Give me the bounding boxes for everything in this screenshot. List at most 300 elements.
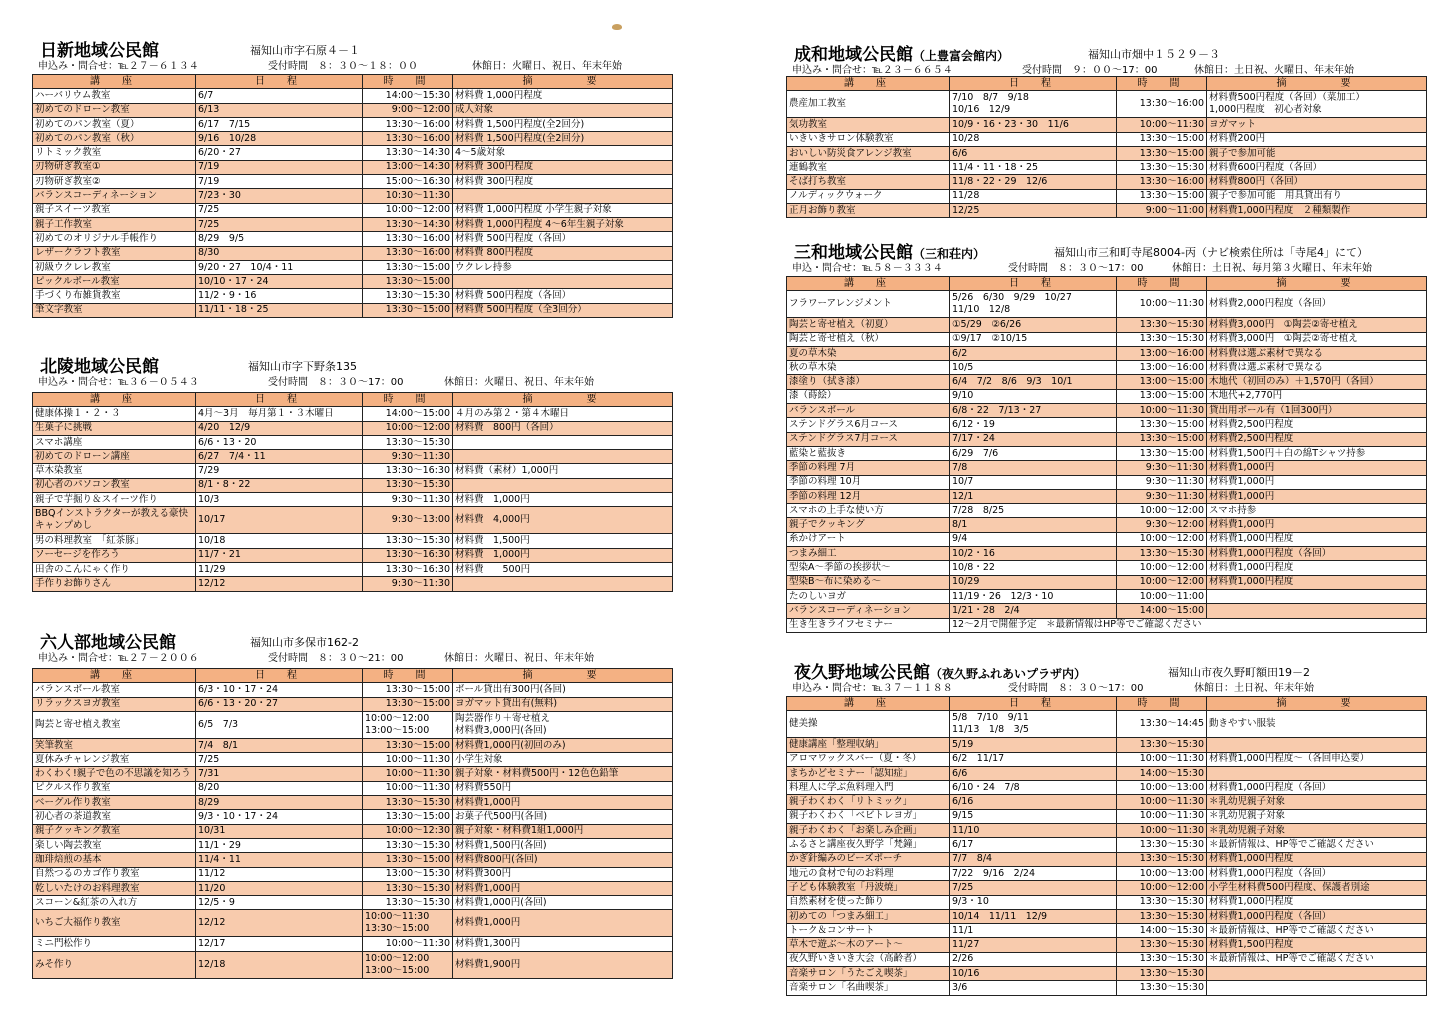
table-cell <box>453 577 673 591</box>
table-cell: 材料費1,000円(各回) <box>453 896 673 910</box>
table-cell: ソーセージを作ろう <box>33 548 196 562</box>
table-cell: 材料費1,000円程度 <box>1207 895 1427 909</box>
table-cell: ステンドグラス6月コース <box>787 418 950 432</box>
table-row <box>787 346 1427 360</box>
table-cell: 13:30～15:30 <box>1117 967 1207 981</box>
table-cell: スマホ講座 <box>33 435 196 449</box>
table-row <box>787 518 1427 532</box>
table-cell: 10/5 <box>950 361 1117 375</box>
column-header: 摘 要 <box>1207 697 1427 711</box>
table-cell: リラックスヨガ教室 <box>33 697 196 711</box>
table-cell: 材料費1,000円 <box>1207 489 1427 503</box>
table-cell: 13:30～15:30 <box>363 435 453 449</box>
table-cell: 7/19 <box>196 160 363 174</box>
table-cell: 14:00～15:30 <box>1117 766 1207 780</box>
reception-hours: 受付時間 ９：００～17：00 <box>1022 65 1158 76</box>
table-cell: 9:00～11:00 <box>1117 204 1207 218</box>
table-cell: 親子で芋掘り＆スイーツ作り <box>33 493 196 507</box>
table-cell: 13:30～14:45 <box>1117 711 1207 738</box>
table-cell: 材料費 300円程度 <box>453 175 673 189</box>
table-cell: 8/1・8・22 <box>196 478 363 492</box>
table-cell: 13:30～15:30 <box>1117 318 1207 332</box>
table-header <box>787 277 1427 291</box>
table-cell: 材料費 4,000円 <box>453 507 673 534</box>
table-cell: 筆文字教室 <box>33 303 196 317</box>
table-cell: ＊乳幼児親子対象 <box>1207 809 1427 823</box>
table-cell: 10/28 <box>950 132 1117 146</box>
table-row <box>787 895 1427 909</box>
course-table <box>32 392 673 592</box>
contact-tel: 申込み・問合せ：℡２７－６１３４ <box>38 61 199 72</box>
table-cell: 4～5歳対象 <box>453 146 673 160</box>
table-row <box>787 189 1427 203</box>
table-row <box>33 867 673 881</box>
table-cell: 9:00～12:00 <box>363 103 453 117</box>
table-cell: 7/8 <box>950 461 1117 475</box>
table-cell: 初めてのオリジナル手帳作り <box>33 232 196 246</box>
table-cell: 10/14 11/11 12/9 <box>950 909 1117 923</box>
table-cell: 13:30～15:30 <box>1117 738 1207 752</box>
table-cell: ＊最新情報は、HP等でご確認ください <box>1207 924 1427 938</box>
table-cell: いきいきサロン体験教室 <box>787 132 950 146</box>
table-cell: 親子で参加可能 <box>1207 146 1427 160</box>
table-row <box>787 781 1427 795</box>
table-cell: 自然つるのカゴ作り教室 <box>33 867 196 881</box>
table-cell: 季節の料理 12月 <box>787 489 950 503</box>
column-header: 日 程 <box>950 277 1117 291</box>
table-cell: 10/10・17・24 <box>196 275 363 289</box>
table-cell: 親子工作教室 <box>33 217 196 231</box>
section-title: 日新地域公民館 <box>40 41 159 61</box>
table-row <box>33 450 673 464</box>
table-row <box>33 810 673 824</box>
closed-days: 休館日：土日祝、年末年始 <box>1194 683 1314 694</box>
table-row <box>787 909 1427 923</box>
table-cell: ①5/29 ②6/26 <box>950 318 1117 332</box>
closed-days: 休館日：土日祝、毎月第３火曜日、年末年始 <box>1172 263 1372 274</box>
table-cell: アロマワックスバー（夏・冬） <box>787 752 950 766</box>
reception-hours: 受付時間 ８：３０～１８：００ <box>268 61 418 72</box>
table-cell: 材料費 500円程度（各回） <box>453 232 673 246</box>
table-row <box>787 361 1427 375</box>
table-cell: 9/10 <box>950 389 1117 403</box>
table-cell: 9:30～13:00 <box>363 507 453 534</box>
table-row <box>787 161 1427 175</box>
table-cell: 10:00～11:30 <box>363 937 453 951</box>
table-row <box>787 766 1427 780</box>
table-cell: 11/8・22・29 12/6 <box>950 175 1117 189</box>
table-cell: 9:30～11:30 <box>363 493 453 507</box>
section-address: 福知山市字下野条135 <box>248 360 357 373</box>
table-row <box>33 507 673 534</box>
table-row <box>787 809 1427 823</box>
table-cell: 材料費1,000円 <box>1207 461 1427 475</box>
column-header: 時 間 <box>1117 77 1207 91</box>
table-cell: 親子クッキング教室 <box>33 824 196 838</box>
table-row <box>33 275 673 289</box>
reception-hours: 受付時間 ８：３０～17：00 <box>1008 683 1144 694</box>
table-cell: 13:30～15:00 <box>363 275 453 289</box>
table-cell: 親子わくわく「ベビトレヨガ」 <box>787 809 950 823</box>
table-row <box>33 435 673 449</box>
table-cell: 13:30～16:30 <box>363 562 453 576</box>
table-cell: 小学生対象 <box>453 753 673 767</box>
table-row <box>33 753 673 767</box>
table-cell: 乾しいたけのお料理教室 <box>33 881 196 895</box>
table-cell: 男の料理教室 「紅茶豚」 <box>33 534 196 548</box>
table-cell: 材料費 800円程度 <box>453 246 673 260</box>
section-title: 成和地域公民館（上豊富会館内） <box>794 45 1010 65</box>
table-cell: 材料費500円程度（各回）（菜加工） 1,000円程度 初心者対象 <box>1207 91 1427 118</box>
decorative-mark <box>612 24 622 30</box>
table-cell <box>1207 738 1427 752</box>
table-cell: 10:00～13:00 <box>1117 866 1207 880</box>
table-cell: 刃物研ぎ教室② <box>33 175 196 189</box>
table-cell <box>453 189 673 203</box>
table-cell: 6/2 11/17 <box>950 752 1117 766</box>
section-address: 福知山市字石原４－１ <box>250 44 360 57</box>
table-cell: 8/29 9/5 <box>196 232 363 246</box>
table-cell: 9/3・10 <box>950 895 1117 909</box>
table-cell: 初めてのパン教室（秋） <box>33 132 196 146</box>
reception-hours: 受付時間 ８：３０～17：00 <box>268 377 404 388</box>
table-row <box>33 881 673 895</box>
table-cell: 10:00～11:30 <box>1117 824 1207 838</box>
table-cell: 材料費は選ぶ素材で異なる <box>1207 346 1427 360</box>
table-cell: 10/18 <box>196 534 363 548</box>
table-cell: 12/12 <box>196 910 363 937</box>
section-title: 六人部地域公民館 <box>40 633 176 653</box>
table-cell: 木地代+2,770円 <box>1207 389 1427 403</box>
table-cell: ステンドグラス7月コース <box>787 432 950 446</box>
table-cell: 13:30～16:00 <box>363 232 453 246</box>
table-row <box>33 493 673 507</box>
table-header <box>787 697 1427 711</box>
table-cell: 13:30～15:00 <box>363 853 453 867</box>
table-cell: 10:00～12:00 <box>1117 504 1207 518</box>
table-cell <box>1207 981 1427 995</box>
table-cell: 材料費1,000円程度 <box>1207 561 1427 575</box>
table-cell: いちご大福作り教室 <box>33 910 196 937</box>
table-cell: 11/29 <box>196 562 363 576</box>
column-header: 摘 要 <box>1207 277 1427 291</box>
table-cell: 13:30～15:00 <box>1117 418 1207 432</box>
table-cell: 7/25 <box>196 217 363 231</box>
table-cell: 正月お飾り教室 <box>787 204 950 218</box>
table-cell: 材料費 1,500円 <box>453 534 673 548</box>
table-cell: 11/20 <box>196 881 363 895</box>
table-cell: 材料費200円 <box>1207 132 1427 146</box>
table-cell: ヨガマット <box>1207 118 1427 132</box>
table-cell: 14:00～15:30 <box>363 89 453 103</box>
table-cell: 材料費600円程度（各回） <box>1207 161 1427 175</box>
table-cell: 13:30～15:30 <box>363 534 453 548</box>
table-cell: 13:30～15:30 <box>1117 547 1207 561</box>
table-cell: 材料費1,500円程度 <box>1207 938 1427 952</box>
column-header: 摘 要 <box>453 75 673 89</box>
table-cell: 生菓子に挑戦 <box>33 421 196 435</box>
table-cell: 6/3・10・17・24 <box>196 683 363 697</box>
table-cell: 材料費1,500円(各回) <box>453 838 673 852</box>
table-cell: 親子でクッキング <box>787 518 950 532</box>
table-cell <box>1207 604 1427 618</box>
table-cell: 6/20・27 <box>196 146 363 160</box>
table-cell: 13:30～15:30 <box>363 838 453 852</box>
table-cell: 11/10 <box>950 824 1117 838</box>
table-cell: 7/22 9/16 2/24 <box>950 866 1117 880</box>
table-cell: 動きやすい服装 <box>1207 711 1427 738</box>
closed-days: 休館日：火曜日、祝日、年末年始 <box>444 653 594 664</box>
table-cell: 10:00～12:00 <box>363 203 453 217</box>
table-row <box>787 446 1427 460</box>
table-row <box>33 738 673 752</box>
table-cell: 6/29 7/6 <box>950 446 1117 460</box>
column-header: 時 間 <box>363 75 453 89</box>
table-cell: 材料費1,300円 <box>453 937 673 951</box>
table-cell: バランスコーディネーション <box>33 189 196 203</box>
table-cell: 10:00～11:30 <box>363 781 453 795</box>
table-cell: 材料費 1,000円程度 <box>453 89 673 103</box>
table-row <box>787 132 1427 146</box>
table-cell: 6/16 <box>950 795 1117 809</box>
table-row <box>787 204 1427 218</box>
table-cell: 3/6 <box>950 981 1117 995</box>
table-cell: フラワーアレンジメント <box>787 291 950 318</box>
section-title: 北陵地域公民館 <box>40 357 159 377</box>
table-cell: 材料費 1,000円程度 小学生親子対象 <box>453 203 673 217</box>
table-cell: おいしい防災食アレンジ教室 <box>787 146 950 160</box>
table-cell: 11/1・29 <box>196 838 363 852</box>
table-cell: ミニ門松作り <box>33 937 196 951</box>
table-cell: 13:30～16:00 <box>363 117 453 131</box>
table-cell: みそ作り <box>33 951 196 978</box>
table-row <box>33 189 673 203</box>
table-cell: 材料費1,000円程度 <box>1207 532 1427 546</box>
table-row <box>787 418 1427 432</box>
table-row <box>787 432 1427 446</box>
table-cell: 6/6 <box>950 146 1117 160</box>
table-cell: お菓子代500円(各回) <box>453 810 673 824</box>
table-row <box>787 866 1427 880</box>
table-cell: 季節の料理 10月 <box>787 475 950 489</box>
table-cell: 13:30～15:00 <box>363 738 453 752</box>
table-cell: 木地代（初回のみ）＋1,570円（各回） <box>1207 375 1427 389</box>
table-cell: 10:00～12:00 <box>1117 561 1207 575</box>
table-cell: 親子対象・材料費500円・12色色鉛筆 <box>453 767 673 781</box>
table-cell: 9:30～11:30 <box>363 577 453 591</box>
table-cell: 材料費3,000円 ①陶芸②寄せ植え <box>1207 318 1427 332</box>
contact-tel: 申込み・問合せ：℡３７－１１８８ <box>792 683 953 694</box>
table-cell: 13:00～15:00 <box>1117 375 1207 389</box>
section-title: 夜久野地域公民館（夜久野ふれあいプラザ内） <box>794 663 1087 683</box>
table-cell: 10:00～13:00 <box>1117 781 1207 795</box>
table-row <box>787 318 1427 332</box>
table-row <box>33 464 673 478</box>
table-cell: 12/5・9 <box>196 896 363 910</box>
table-cell: 13:30～16:00 <box>1117 175 1207 189</box>
table-cell: 11/27 <box>950 938 1117 952</box>
closed-days: 休館日：火曜日、祝日、年末年始 <box>472 61 622 72</box>
table-cell: 2/26 <box>950 952 1117 966</box>
column-header: 時 間 <box>1117 697 1207 711</box>
course-table <box>32 74 673 318</box>
course-table <box>786 76 1427 218</box>
table-cell: 材料費1,000円 <box>453 796 673 810</box>
table-cell: 11/1 <box>950 924 1117 938</box>
table-cell: 刃物研ぎ教室① <box>33 160 196 174</box>
table-cell: 13:30～15:00 <box>1117 132 1207 146</box>
table-cell: 6/7 <box>196 89 363 103</box>
table-cell: 8/29 <box>196 796 363 810</box>
table-row <box>33 289 673 303</box>
table-cell: 13:30～15:00 <box>1117 189 1207 203</box>
table-cell: ＊乳幼児親子対象 <box>1207 795 1427 809</box>
reception-hours: 受付時間 ８：３０～17：00 <box>1008 263 1144 274</box>
table-cell <box>1207 589 1427 603</box>
table-cell: 6/13 <box>196 103 363 117</box>
table-row <box>787 967 1427 981</box>
table-cell: 材料費 1,000円程度 4～6年生親子対象 <box>453 217 673 231</box>
section-address: 福知山市畑中１５２９－３ <box>1088 48 1220 61</box>
table-cell: 田舎のこんにゃく作り <box>33 562 196 576</box>
table-cell: ウクレレ持参 <box>453 260 673 274</box>
table-cell: 6/6・13・20・27 <box>196 697 363 711</box>
table-cell: 材料費1,000円程度 <box>1207 852 1427 866</box>
table-cell: 貸出用ボール有（1回300円） <box>1207 404 1427 418</box>
course-table <box>786 276 1427 633</box>
table-cell: 陶芸と寄せ植え（初夏） <box>787 318 950 332</box>
table-row <box>33 89 673 103</box>
table-row <box>787 924 1427 938</box>
table-cell: 7/17・24 <box>950 432 1117 446</box>
table-row <box>787 404 1427 418</box>
table-cell: 10:00～12:00 13:00～15:00 <box>363 951 453 978</box>
table-cell: 材料費 1,500円程度(全2回分) <box>453 117 673 131</box>
table-cell: 草木で遊ぶ～木のアート～ <box>787 938 950 952</box>
table-cell: 材料費 500円程度（各回） <box>453 289 673 303</box>
table-cell: 11/12 <box>196 867 363 881</box>
table-cell: ボール貸出有300円(各回) <box>453 683 673 697</box>
column-header: 講 座 <box>787 77 950 91</box>
table-cell: 材料費1,000円 <box>1207 518 1427 532</box>
table-cell: 6/8・22 7/13・27 <box>950 404 1117 418</box>
table-cell: 初めてのパン教室（夏） <box>33 117 196 131</box>
table-cell: 材料費は選ぶ素材で異なる <box>1207 361 1427 375</box>
table-cell: 材料費2,000円程度（各回） <box>1207 291 1427 318</box>
table-cell: 13:30～15:30 <box>1117 938 1207 952</box>
contact-tel: 申込み・問合せ：℡２７－２００６ <box>38 653 199 664</box>
table-cell: 4/20 12/9 <box>196 421 363 435</box>
table-row <box>787 461 1427 475</box>
table-cell: 材料費 1,000円 <box>453 493 673 507</box>
table-cell: 夏の草木染 <box>787 346 950 360</box>
table-cell: ヨガマット貸出有(無料) <box>453 697 673 711</box>
table-cell: 13:00～15:00 <box>1117 389 1207 403</box>
table-cell: 漆塗り（拭き漆） <box>787 375 950 389</box>
table-cell <box>453 275 673 289</box>
course-table <box>786 696 1427 996</box>
table-cell: 8/20 <box>196 781 363 795</box>
table-cell: 12/17 <box>196 937 363 951</box>
table-row <box>33 160 673 174</box>
table-cell: 13:30～15:30 <box>363 881 453 895</box>
table-row <box>33 937 673 951</box>
closed-days: 休館日：火曜日、祝日、年末年始 <box>444 377 594 388</box>
table-row <box>33 951 673 978</box>
table-cell: 生き生きライフセミナー <box>787 618 950 632</box>
table-row <box>787 146 1427 160</box>
table-cell: 10:00～11:30 <box>1117 809 1207 823</box>
table-cell: 初心者の茶道教室 <box>33 810 196 824</box>
column-header: 時 間 <box>363 669 453 683</box>
section-title: 三和地域公民館（三和荘内） <box>794 243 986 263</box>
table-cell: 手づくり布雑貨教室 <box>33 289 196 303</box>
table-cell: 7/25 <box>950 881 1117 895</box>
table-cell: 9/3・10・17・24 <box>196 810 363 824</box>
table-cell: 笑筆教室 <box>33 738 196 752</box>
table-cell: 初めてのドローン講座 <box>33 450 196 464</box>
table-cell: 夜久野いきいき大会（高齢者） <box>787 952 950 966</box>
column-header: 日 程 <box>196 669 363 683</box>
table-cell: 13:30～15:00 <box>1117 432 1207 446</box>
table-cell: 6/5 7/3 <box>196 711 363 738</box>
table-cell: 初めてのドローン教室 <box>33 103 196 117</box>
table-row <box>787 881 1427 895</box>
table-cell: 6/10・24 7/8 <box>950 781 1117 795</box>
course-table <box>32 668 673 979</box>
table-cell: 材料費 300円程度 <box>453 160 673 174</box>
table-row <box>33 534 673 548</box>
table-cell: 5/26 6/30 9/29 10/27 11/10 12/8 <box>950 291 1117 318</box>
table-cell: そば打ち教室 <box>787 175 950 189</box>
table-cell: 小学生材料費500円程度、保護者別途 <box>1207 881 1427 895</box>
table-cell: 6/4 7/2 8/6 9/3 10/1 <box>950 375 1117 389</box>
column-header: 摘 要 <box>453 393 673 407</box>
table-cell: 13:30～15:30 <box>1117 981 1207 995</box>
table-cell: 13:00～16:00 <box>1117 361 1207 375</box>
table-cell: 初心者のパソコン教室 <box>33 478 196 492</box>
table-cell: 10:00～11:30 <box>363 753 453 767</box>
table-row <box>33 853 673 867</box>
table-row <box>33 796 673 810</box>
table-cell: 音楽サロン「名曲喫茶」 <box>787 981 950 995</box>
table-cell: 14:00～15:30 <box>1117 924 1207 938</box>
table-cell: 糸かけアート <box>787 532 950 546</box>
table-row <box>787 589 1427 603</box>
table-cell: 13:30～15:00 <box>363 683 453 697</box>
table-cell: ピクルス作り教室 <box>33 781 196 795</box>
table-cell: 13:30～15:30 <box>1117 952 1207 966</box>
table-row <box>33 303 673 317</box>
table-cell: 9:30～11:30 <box>1117 461 1207 475</box>
table-cell: 11/2・9・16 <box>196 289 363 303</box>
table-cell: 13:00～15:30 <box>363 867 453 881</box>
table-cell: 9/20・27 10/4・11 <box>196 260 363 274</box>
table-cell <box>1207 967 1427 981</box>
table-cell: BBQインストラクターが教える豪快キャンプめし <box>33 507 196 534</box>
table-cell <box>453 435 673 449</box>
table-cell: 秋の草木染 <box>787 361 950 375</box>
table-cell: 材料費1,500円＋白の綿Tシャツ持参 <box>1207 446 1427 460</box>
table-cell: 12/1 <box>950 489 1117 503</box>
table-row <box>787 547 1427 561</box>
table-row <box>33 246 673 260</box>
table-cell: 気功教室 <box>787 118 950 132</box>
table-cell: 自然素材を使った飾り <box>787 895 950 909</box>
table-cell: 7/31 <box>196 767 363 781</box>
section-address: 福知山市多保市162-2 <box>250 636 359 649</box>
table-cell: 6/27 7/4・11 <box>196 450 363 464</box>
